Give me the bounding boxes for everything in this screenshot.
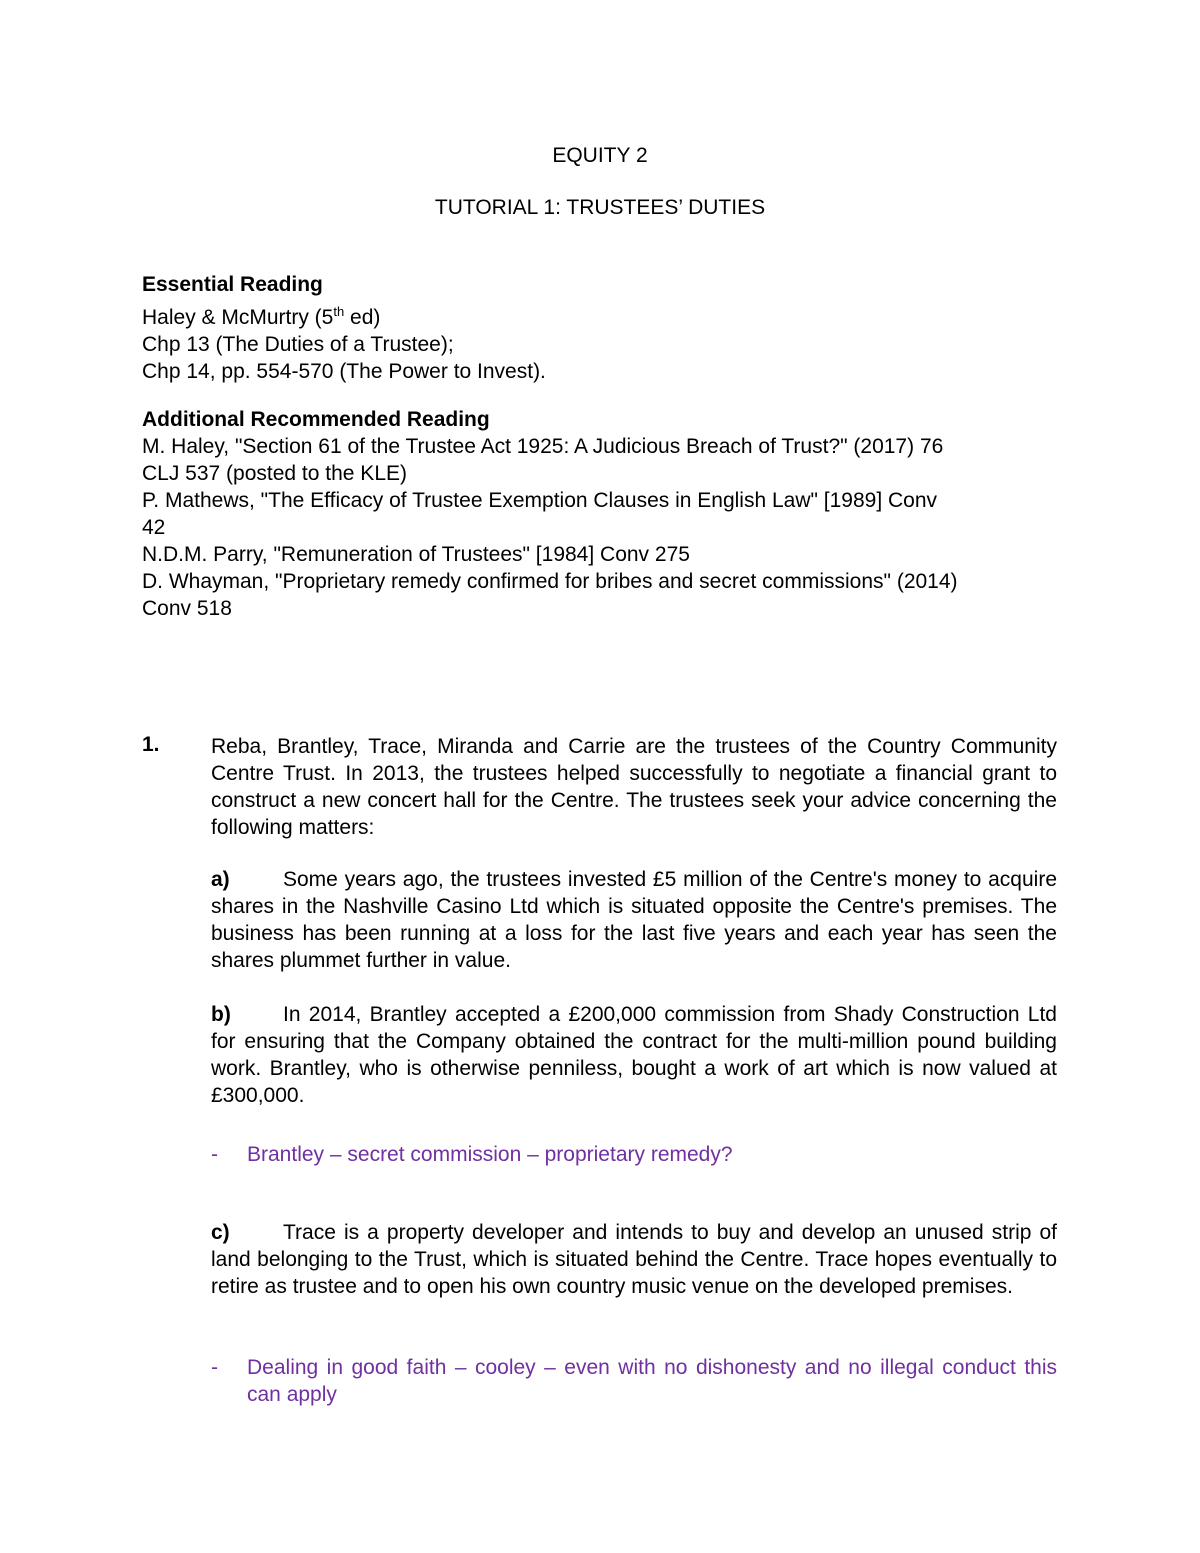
part-text: Some years ago, the trustees invested £5 million of the Centre's money to acquire shares in the Nashville Casino Ltd which is situated opposite the Centre's premises. The business has been running at a loss for the last five years and each year has seen the shares plummet further in value.	[211, 868, 1057, 972]
part-label: a)	[211, 868, 230, 891]
question-intro: Reba, Brantley, Trace, Miranda and Carrie are the trustees of the Country Community Centre Trust. In 2013, the trustees helped successfully to negotiate a financial grant to construct a new concert hall for the Centre. The trustees seek your advice concerning the following matters:	[211, 735, 1057, 839]
additional-reading-line: D. Whayman, "Proprietary remedy confirmed for bribes and secret commissions" (2014)	[142, 570, 958, 593]
essential-reading-section	[142, 271, 1058, 385]
question-part-c	[211, 1219, 1057, 1300]
part-label: c)	[211, 1221, 230, 1244]
note-bullet: -	[211, 1143, 218, 1166]
part-text: Trace is a property developer and intends to buy and develop an unused strip of land belonging to the Trust, which is situated behind the Centre. Trace hopes eventually to retire as trustee and to open his own country music venue on the developed premises.	[211, 1221, 1057, 1298]
essential-reading-line: Chp 14, pp. 554-570 (The Power to Invest).	[142, 360, 546, 383]
part-label: b)	[211, 1003, 231, 1026]
tutorial-title: TUTORIAL 1: TRUSTEES’ DUTIES	[434, 196, 766, 219]
course-title: EQUITY 2	[552, 144, 648, 167]
additional-reading-line: 42	[142, 516, 166, 539]
note-text: Brantley – secret commission – proprietary remedy?	[247, 1143, 733, 1166]
essential-reading-book	[142, 298, 1058, 331]
question-number: 1.	[142, 733, 160, 756]
essential-reading-heading: Essential Reading	[142, 273, 323, 296]
question-part-b	[211, 1001, 1057, 1109]
annotation-note	[211, 1141, 1057, 1168]
additional-reading-line: N.D.M. Parry, "Remuneration of Trustees" [1984] Conv 275	[142, 543, 690, 566]
additional-reading-line: Conv 518	[142, 597, 232, 620]
book-superscript: th	[333, 304, 345, 319]
note-bullet: -	[211, 1356, 218, 1379]
additional-reading-line: CLJ 537 (posted to the KLE)	[142, 462, 407, 485]
book-prefix: Haley & McMurtry (5	[142, 306, 334, 329]
question-part-a	[211, 866, 1057, 974]
additional-reading-heading: Additional Recommended Reading	[142, 408, 490, 431]
essential-reading-line: Chp 13 (The Duties of a Trustee);	[142, 333, 454, 356]
additional-reading-line: M. Haley, "Section 61 of the Trustee Act 1925: A Judicious Breach of Trust?" (2017) 76	[142, 435, 944, 458]
book-suffix: ed)	[344, 306, 381, 329]
part-text: In 2014, Brantley accepted a £200,000 commission from Shady Construction Ltd for ensuring that the Company obtained the contract for the multi-million pound building work. Brantley, who is otherwise penniless, bought a work of art which is now valued at £300,000.	[211, 1003, 1057, 1107]
annotation-note	[211, 1354, 1057, 1408]
note-text: Dealing in good faith – cooley – even with no dishonesty and no illegal conduct this can apply	[247, 1356, 1057, 1406]
additional-reading-line: P. Mathews, "The Efficacy of Trustee Exemption Clauses in English Law" [1989] Conv	[142, 489, 938, 512]
additional-reading-section	[142, 406, 1058, 622]
